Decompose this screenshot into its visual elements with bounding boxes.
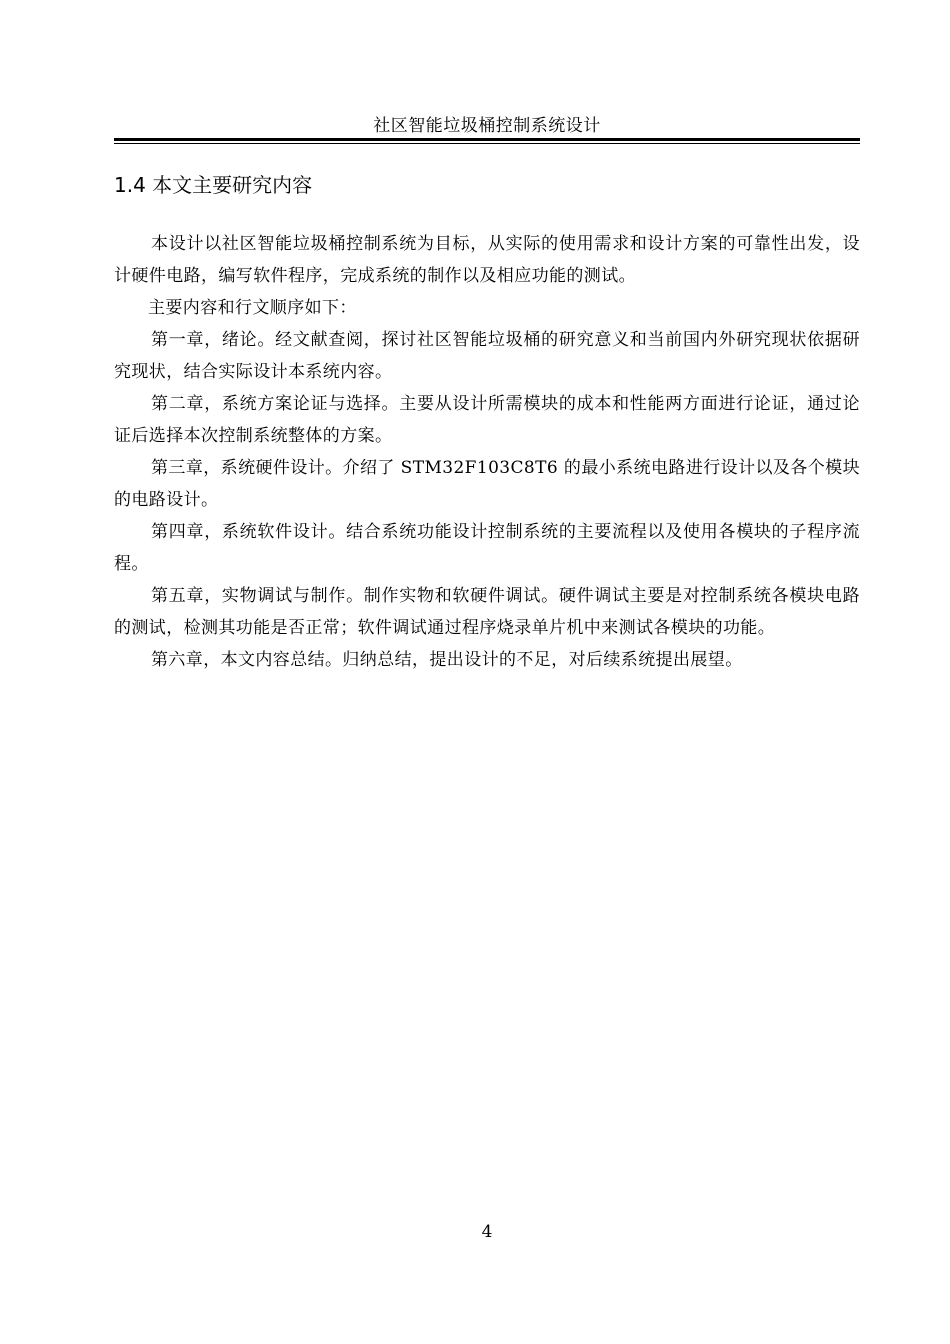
- header-rule-thick: [114, 138, 860, 141]
- paragraph-chapter-2: 第二章，系统方案论证与选择。主要从设计所需模块的成本和性能两方面进行论证，通过论证后选择本次控制系统整体的方案。: [114, 394, 860, 446]
- paragraph-chapter-3: 第三章，系统硬件设计。介绍了 STM32F103C8T6 的最小系统电路进行设计以及各个模块的电路设计。: [114, 458, 860, 510]
- body-text: [114, 228, 860, 676]
- paragraph-outline-lead: 主要内容和行文顺序如下：: [148, 298, 357, 318]
- paragraph-chapter-5: 第五章，实物调试与制作。制作实物和软硬件调试。硬件调试主要是对控制系统各模块电路的测试，检测其功能是否正常；软件调试通过程序烧录单片机中来测试各模块的功能。: [114, 586, 860, 638]
- paragraph-chapter-1: 第一章，绪论。经文献查阅，探讨社区智能垃圾桶的研究意义和当前国内外研究现状依据研究现状，结合实际设计本系统内容。: [114, 330, 860, 382]
- page-number: 4: [481, 1222, 493, 1242]
- paragraph-chapter-6: 第六章，本文内容总结。归纳总结，提出设计的不足，对后续系统提出展望。: [151, 650, 743, 670]
- header-rule-thin: [114, 143, 860, 144]
- paragraph-intro: 本设计以社区智能垃圾桶控制系统为目标，从实际的使用需求和设计方案的可靠性出发，设计硬件电路，编写软件程序，完成系统的制作以及相应功能的测试。: [114, 234, 860, 286]
- paragraph-chapter-4: 第四章，系统软件设计。结合系统功能设计控制系统的主要流程以及使用各模块的子程序流程。: [114, 522, 860, 574]
- page-header-title: 社区智能垃圾桶控制系统设计: [373, 116, 601, 136]
- section-heading: 1.4 本文主要研究内容: [114, 173, 313, 197]
